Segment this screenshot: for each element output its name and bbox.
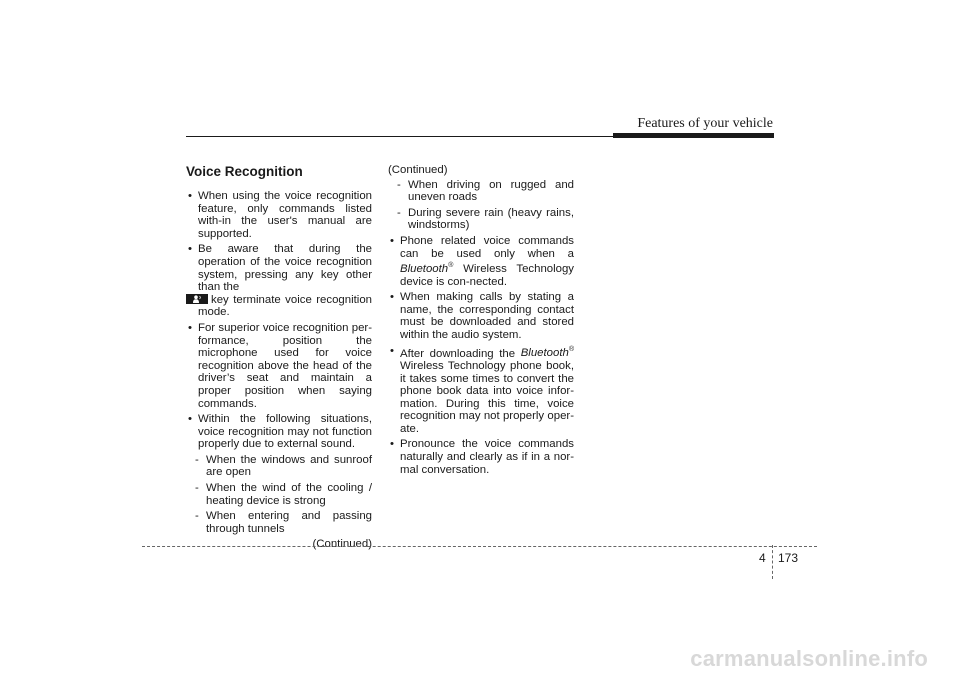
- sub-item-text: During severe rain (heavy rains, windstorms): [408, 206, 574, 232]
- bullet-item: [388, 235, 574, 288]
- bullet-item: • When making calls by stating a name, the corresponding contact must be downloaded and stored within the audio system.: [388, 291, 574, 341]
- bluetooth-brand: Bluetooth®: [520, 346, 574, 360]
- continued-note: (Continued): [312, 538, 372, 551]
- sub-item: [388, 179, 574, 204]
- page-number: 173: [778, 551, 799, 565]
- dash-marker: -: [397, 178, 401, 191]
- right-column: [388, 164, 574, 479]
- watermark: carmanualsonline.info: [690, 646, 928, 671]
- bullet-item: • For superior voice recognition per-formance, position the microphone used for voice recognition above the head of the driver’s seat and maintain a proper position when saying commands.: [186, 322, 372, 410]
- sub-item-text: When entering and passing through tunnels: [206, 510, 372, 535]
- footer-divider: [772, 545, 773, 579]
- sub-item: [186, 454, 372, 479]
- talk-icon: [186, 294, 208, 304]
- bullet-text: After downloading the: [400, 347, 516, 360]
- left-column: [186, 164, 372, 551]
- bullet-item: [388, 345, 574, 436]
- bullet-item: [186, 243, 372, 319]
- bullet-text: Wireless Technology device is con-nected.: [400, 262, 575, 288]
- bullet-text: Phone related voice commands can be used only when a: [400, 234, 574, 260]
- bullet-text: Be aware that during the operation of the voice recognition system, pressing any key other than the: [198, 243, 372, 294]
- sub-item: [388, 207, 574, 232]
- section-title: Voice Recognition: [186, 164, 303, 179]
- bullet-item: • Pronounce the voice commands naturally and clearly as if in a nor-mal conversation.: [388, 438, 574, 476]
- sub-item-text: When driving on rugged and uneven roads: [408, 178, 574, 204]
- sub-item: [186, 482, 372, 507]
- sub-item-text: When the wind of the cooling / heating device is strong: [206, 482, 372, 507]
- header-accent-bar: [613, 133, 774, 138]
- dash-marker: -: [397, 206, 401, 219]
- bullet-item: • Within the following situations, voice recognition may not function properly due to external sound.: [186, 413, 372, 451]
- footer-rule: [142, 546, 817, 547]
- continued-note: (Continued): [388, 164, 448, 176]
- bluetooth-brand: Bluetooth®: [400, 262, 454, 275]
- sub-item-text: When the windows and sunroof are open: [206, 453, 372, 479]
- dash-marker: -: [195, 453, 199, 466]
- dash-marker: -: [195, 510, 199, 523]
- dash-marker: -: [195, 482, 199, 495]
- chapter-number: 4: [759, 551, 766, 565]
- bullet-text: Wireless Technology phone book, it takes some times to convert the phone book data into voice infor-mation. During this time, voice recognition may not properly oper-ate.: [400, 359, 574, 435]
- bullet-text: key terminate voice recognition mode.: [198, 293, 372, 319]
- bullet-item: • When using the voice recognition feature, only commands listed with-in the user's manual are supported.: [186, 190, 372, 240]
- sub-item: [186, 510, 372, 535]
- page-header-title: Features of your vehicle: [637, 116, 773, 131]
